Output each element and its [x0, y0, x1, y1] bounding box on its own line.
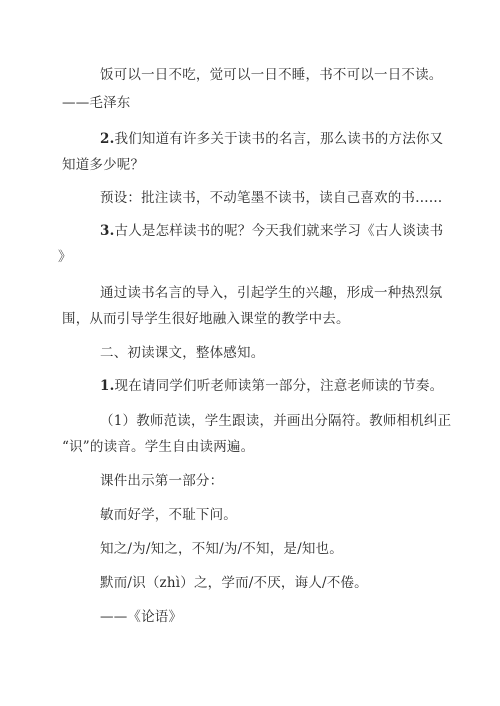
preset-answer: 预设：批注读书，不动笔墨不读书，读自己喜欢的书……: [100, 190, 443, 206]
courseware-line: 课件出示第一部分：: [100, 473, 224, 489]
quote-line: 饭可以一日不吃，觉可以一日不睡，书不可以一日不读。: [100, 67, 443, 83]
step-1-text: 现在请同学们听老师读第一部分，注意老师读的节奏。: [114, 378, 444, 394]
question-2-text: 我们知道有许多关于读书的名言，那么读书的方法你又: [114, 131, 444, 147]
question-3-line-2: 》: [58, 249, 72, 265]
text-line-3: 默而/识（zhì）之，学而/不厌，诲人/不倦。: [100, 575, 368, 591]
step-1-number: 1.: [100, 378, 115, 394]
intro-paragraph-line-1: 通过读书名言的导入，引起学生的兴趣，形成一种热烈氛: [100, 285, 443, 301]
question-3-text: 古人是怎样读书的呢？今天我们就来学习《古人谈读书: [114, 223, 444, 239]
step-1-line: [100, 377, 443, 395]
question-3-number: 3.: [100, 223, 115, 239]
step-1a-line-2: “识”的读音。学生自由读两遍。: [62, 439, 255, 455]
quote-attribution: ——毛泽东: [62, 95, 131, 111]
section-heading: 二、初读课文，整体感知。: [100, 345, 265, 361]
step-1a-line-1: （1）教师范读，学生跟读，并画出分隔符。教师相机纠正: [100, 413, 452, 429]
text-line-1: 敏而好学，不耻下问。: [100, 507, 237, 523]
text-line-2: 知之/为/知之，不知/为/不知，是/知也。: [100, 541, 343, 557]
question-2-line-1: [100, 130, 443, 148]
question-2-line-2: 知道多少呢？: [62, 157, 145, 173]
question-3-line-1: [100, 222, 443, 240]
intro-paragraph-line-2: 围，从而引导学生很好地融入课堂的教学中去。: [62, 311, 350, 327]
question-2-number: 2.: [100, 131, 115, 147]
source-line: ——《论语》: [100, 609, 183, 625]
